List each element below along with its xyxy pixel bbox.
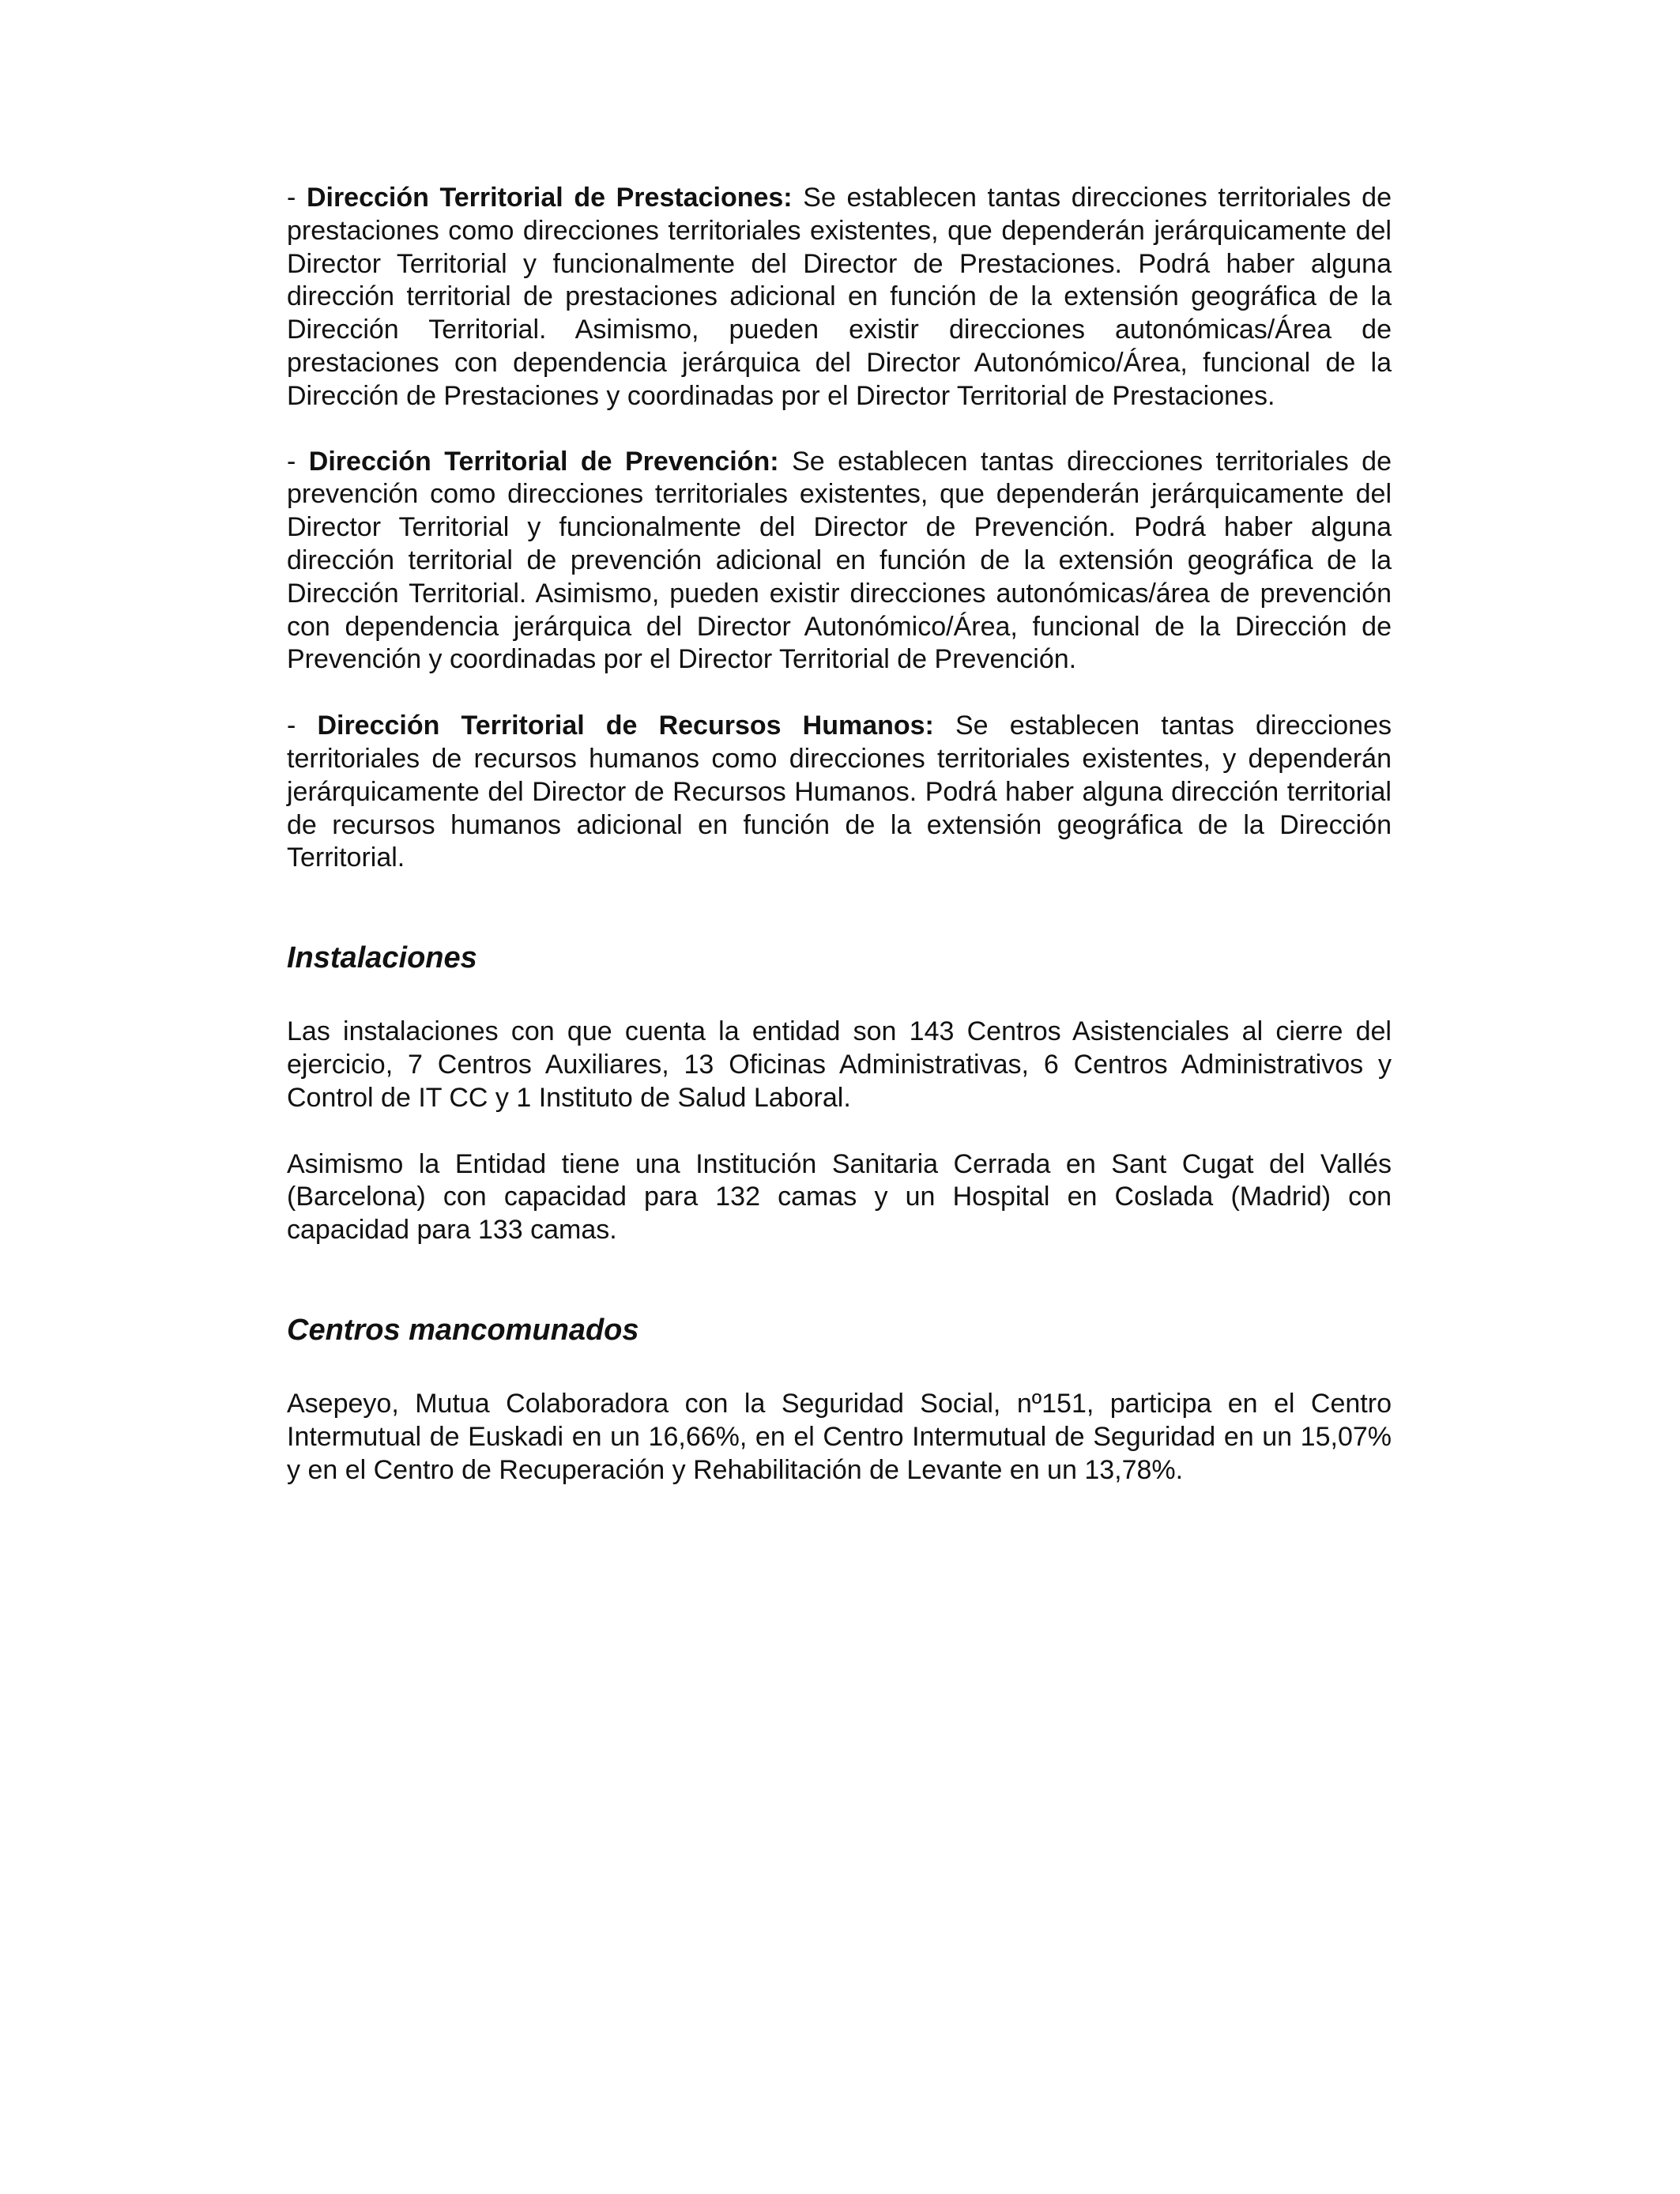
body-recursos-humanos: Se establecen tantas direcciones territoriales de recursos humanos como direcciones territoriales existentes, y dependerán jerárquicamente del Director de Recursos Humanos. Podrá haber alguna dirección territorial de recursos humanos adicional en función de la extensión geográfica de la Dirección Territorial. [287, 711, 1392, 873]
list-dash: - [287, 711, 318, 741]
paragraph-instalaciones-1: Las instalaciones con que cuenta la entidad son 143 Centros Asistenciales al cierre del ejercicio, 7 Centros Auxiliares, 13 Oficinas Administrativas, 6 Centros Administrativos y Control de IT CC y 1 Instituto de Salud Laboral. [287, 1016, 1392, 1113]
term-prevencion: Dirección Territorial de Prevención: [308, 446, 779, 477]
heading-centros-mancomunados: Centros mancomunados [287, 1313, 639, 1347]
term-recursos-humanos: Dirección Territorial de Recursos Humanos: [317, 711, 934, 741]
list-dash: - [287, 446, 309, 477]
list-dash: - [287, 183, 307, 213]
term-prestaciones: Dirección Territorial de Prestaciones: [306, 183, 793, 213]
heading-instalaciones: Instalaciones [287, 941, 477, 975]
body-prestaciones: Se establecen tantas direcciones territoriales de prestaciones como direcciones territoriales existentes, que dependerán jerárquicamente del Director Territorial y funcionalmente del Director de Prestaciones. Podrá haber alguna dirección territorial de prestaciones adicional en función de la extensión geográfica de la Dirección Territorial. Asimismo, pueden existir direcciones autonómicas/Área de prestaciones con dependencia jerárquica del Director Autonómico/Área, funcional de la Dirección de Prestaciones y coordinadas por el Director Territorial de Prestaciones. [287, 183, 1392, 411]
body-prevencion: Se establecen tantas direcciones territoriales de prevención como direcciones territoriales existentes, que dependerán jerárquicamente del Director Territorial y funcionalmente del Director de Prevención. Podrá haber alguna dirección territorial de prevención adicional en función de la extensión geográfica de la Dirección Territorial. Asimismo, pueden existir direcciones autonómicas/área de prevención con dependencia jerárquica del Director Autonómico/Área, funcional de la Dirección de Prevención y coordinadas por el Director Territorial de Prevención. [287, 446, 1392, 675]
paragraph-prestaciones [287, 182, 1392, 413]
paragraph-recursos-humanos [287, 710, 1392, 875]
paragraph-prevencion [287, 446, 1392, 677]
paragraph-centros-mancomunados: Asepeyo, Mutua Colaboradora con la Seguridad Social, nº151, participa en el Centro Intermutual de Euskadi en un 16,66%, en el Centro Intermutual de Seguridad en un 15,07% y en el Centro de Recuperación y Rehabilitación de Levante en un 13,78%. [287, 1388, 1392, 1485]
paragraph-instalaciones-2: Asimismo la Entidad tiene una Institución Sanitaria Cerrada en Sant Cugat del Vallés (Barcelona) con capacidad para 132 camas y un Hospital en Coslada (Madrid) con capacidad para 133 camas. [287, 1148, 1392, 1246]
document-page [287, 182, 1392, 1487]
